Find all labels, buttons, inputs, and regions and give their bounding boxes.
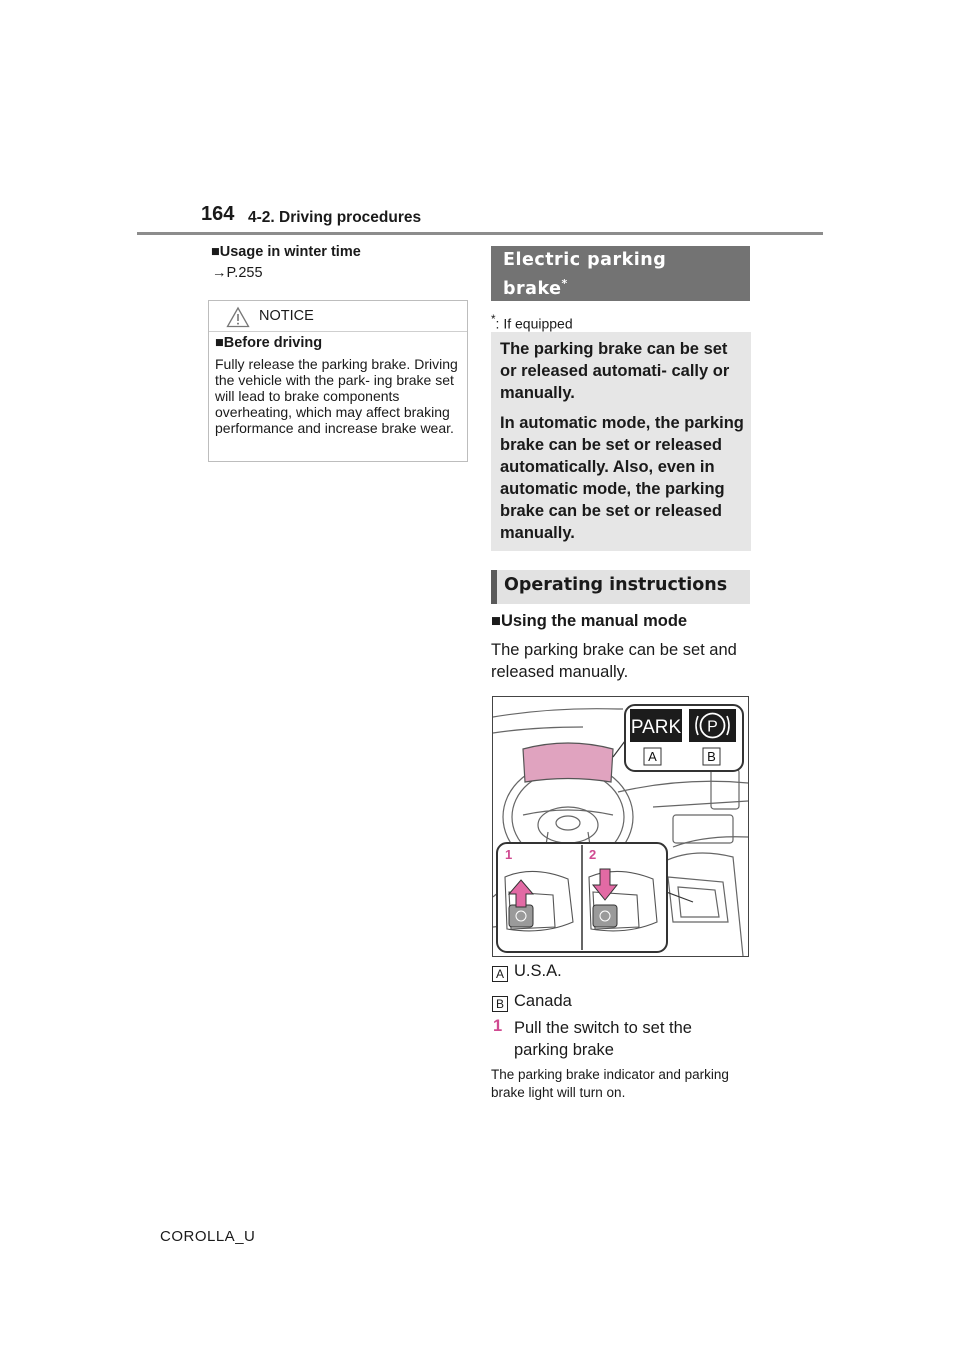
manual-mode-text: The parking brake can be set and released manually. [491, 641, 737, 681]
notice-header [209, 301, 467, 332]
winter-heading [211, 244, 361, 260]
winter-heading-text: Usage in winter time [219, 244, 361, 260]
warning-triangle-icon [226, 306, 250, 328]
step-1-text: Pull the switch to set the parking brake [514, 1019, 692, 1059]
legend-b-text: Canada [514, 992, 572, 1010]
footnote-text: : If equipped [495, 315, 573, 332]
illus-label-b: B [707, 749, 716, 764]
notice-subheading-text: Before driving [223, 335, 323, 351]
manual-mode-heading [491, 612, 687, 631]
legend-a-text: U.S.A. [514, 962, 562, 980]
intro-paragraph-2: In automatic mode, the parking brake can be set or released automatically. Also, even in automatic mode, the parking brake can be set or released manually. [500, 414, 744, 542]
illus-step-2: 2 [589, 847, 597, 862]
step-1-number: 1 [493, 1017, 503, 1035]
square-bullet-icon: ■ [211, 244, 220, 260]
intro-box [491, 332, 751, 551]
header-rule [137, 232, 823, 235]
footer-model: COROLLA_U [160, 1228, 256, 1245]
square-bullet-icon: ■ [215, 335, 224, 351]
footnote-mark: * [491, 313, 496, 326]
winter-page-reference[interactable] [212, 265, 263, 281]
operating-instructions-heading [491, 570, 750, 604]
epb-title-line1: Electric parking [503, 250, 667, 270]
footnote [491, 313, 573, 332]
epb-title [503, 249, 666, 301]
intro-paragraph-1: The parking brake can be set or released automati- cally or manually. [500, 340, 730, 402]
op-title: Operating instructions [504, 575, 728, 595]
epb-title-line2: brake [503, 278, 562, 299]
legend-b-badge: B [492, 996, 508, 1012]
step-1-note: The parking brake indicator and parking brake light will turn on. [491, 1067, 729, 1100]
heading-accent-bar [491, 570, 497, 604]
cockpit-drawing [493, 697, 748, 956]
section-title: 4-2. Driving procedures [248, 209, 422, 226]
manual-heading-text: Using the manual mode [500, 612, 688, 630]
legend-a-badge: A [492, 966, 508, 982]
epb-title-mark: * [561, 277, 568, 290]
illus-label-a: A [648, 749, 657, 764]
winter-ref-text: P.255 [226, 265, 263, 281]
notice-body: Fully release the parking brake. Driving the vehicle with the park- ing brake set will lead to brake components overheating, which may affect braking performance and increase brake wear. [215, 356, 458, 436]
notice-box [208, 300, 468, 462]
electric-parking-brake-heading [491, 246, 750, 301]
square-bullet-icon: ■ [491, 612, 501, 630]
arrow-right-icon: → [212, 265, 227, 281]
park-text: PARK [630, 717, 682, 738]
notice-subheading [215, 335, 322, 351]
notice-label: NOTICE [259, 308, 314, 324]
p-symbol: P [707, 718, 718, 736]
illus-step-1: 1 [505, 847, 513, 862]
parking-brake-illustration [492, 696, 749, 957]
page-number: 164 [201, 203, 235, 225]
